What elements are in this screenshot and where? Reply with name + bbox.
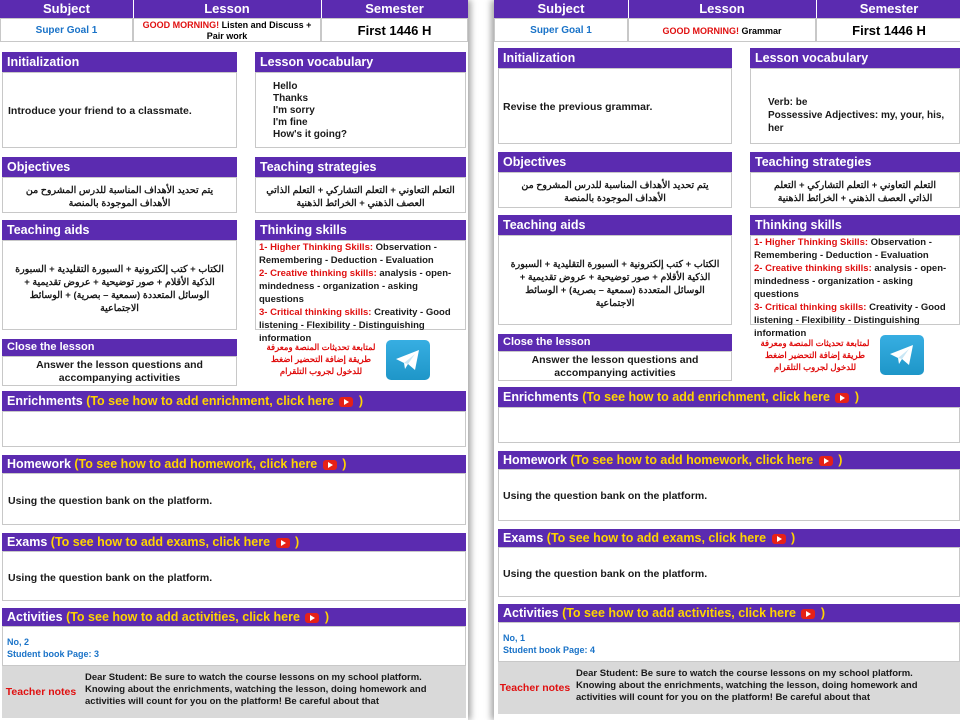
activity-book-page: Student book Page: 3 xyxy=(7,649,100,659)
youtube-icon[interactable] xyxy=(819,456,833,466)
vocabulary-title: Lesson vocabulary xyxy=(255,52,466,72)
vocabulary-item: Verb: be xyxy=(768,97,808,108)
thinking-skill-3-heading: 3- Critical thinking skills: xyxy=(259,307,372,318)
vocabulary-title: Lesson vocabulary xyxy=(750,48,960,68)
semester-value: First 1446 H xyxy=(321,18,468,42)
activities-title: Activities xyxy=(503,606,559,620)
homework-help-text: (To see how to add homework, click here xyxy=(70,457,321,471)
strategies-title: Teaching strategies xyxy=(255,157,466,177)
homework-title: Homework xyxy=(503,453,567,467)
thinking-title: Thinking skills xyxy=(750,215,960,235)
enrichments-box xyxy=(2,411,466,447)
enrichments-bar xyxy=(498,387,960,407)
objectives-text: يتم تحديد الأهداف المناسبة للدرس المشروح من الأهداف الموجودة بالمنصة xyxy=(498,172,732,208)
header-row xyxy=(494,0,960,18)
exams-help-link[interactable] xyxy=(47,535,299,549)
youtube-icon[interactable] xyxy=(339,397,353,407)
thinking-skill-3-heading: 3- Critical thinking skills: xyxy=(754,302,867,313)
exams-help-close: ) xyxy=(291,535,300,549)
vocabulary-item: Hello xyxy=(273,81,298,92)
close-lesson-title: Close the lesson xyxy=(2,339,237,356)
initialization-title: Initialization xyxy=(2,52,237,72)
subject-text: Super Goal 1 xyxy=(35,25,98,36)
enrichments-help-text: (To see how to add enrichment, click here xyxy=(578,390,834,404)
telegram-promo-text[interactable]: لمتابعة تحديثات المنصة ومعرفة طريقة إضافة التحضير اضغط للدخول لجروب التلقرام xyxy=(266,342,376,376)
homework-help-text: (To see how to add homework, click here xyxy=(566,453,817,467)
thinking-skill-1-text: Observation - Remembering - Deduction - Evaluation xyxy=(259,242,437,266)
lesson-greeting: GOOD MORNING! xyxy=(142,20,220,30)
teacher-notes-text: Dear Student: Be sure to watch the course lessons on my school platform. Knowing about the enrichments, watching the lesson, doing homework and activities will count for you on the platform! Be careful about that xyxy=(572,662,960,714)
activities-help-link[interactable] xyxy=(559,606,825,620)
strategies-title: Teaching strategies xyxy=(750,152,960,172)
thinking-skill-1-heading: 1- Higher Thinking Skills: xyxy=(259,242,374,253)
teacher-notes-label-text: Teacher notes xyxy=(5,686,77,698)
lesson-title: Grammar xyxy=(738,26,782,36)
initialization-text: Revise the previous grammar. xyxy=(498,68,732,144)
enrichments-help-link[interactable] xyxy=(83,394,363,408)
activities-box xyxy=(2,626,466,666)
vocabulary-list xyxy=(255,72,466,148)
strategies-text: التعلم التعاوني + التعلم التشاركي + التعلم الذاتي العصف الذهني + الخرائط الذهنية xyxy=(255,177,466,213)
thinking-text xyxy=(255,240,466,344)
teacher-notes-label-text: Teacher notes xyxy=(499,682,571,694)
aids-title: Teaching aids xyxy=(498,215,732,235)
subject-header: Subject xyxy=(0,0,134,18)
youtube-icon[interactable] xyxy=(801,609,815,619)
activity-number: No, 2 xyxy=(7,637,30,647)
exams-help-text: (To see how to add exams, click here xyxy=(47,535,274,549)
exams-help-link[interactable] xyxy=(543,531,795,545)
youtube-icon[interactable] xyxy=(323,460,337,470)
exams-text: Using the question bank on the platform. xyxy=(2,551,466,601)
vocabulary-item: Possessive Adjectives: my, your, his, her xyxy=(768,110,945,134)
vocabulary-item: I'm sorry xyxy=(273,105,315,116)
lesson-value xyxy=(628,18,816,42)
activities-help-text: (To see how to add activities, click here xyxy=(62,610,304,624)
homework-title: Homework xyxy=(7,457,71,471)
youtube-icon[interactable] xyxy=(305,613,319,623)
homework-help-close: ) xyxy=(834,453,843,467)
enrichments-bar xyxy=(2,391,466,411)
enrichments-help-close: ) xyxy=(851,390,860,404)
exams-bar xyxy=(2,533,466,551)
homework-help-link[interactable] xyxy=(71,457,346,471)
telegram-icon[interactable] xyxy=(880,335,924,375)
lesson-plan-panel-2 xyxy=(494,0,960,720)
thinking-title: Thinking skills xyxy=(255,220,466,240)
initialization-title: Initialization xyxy=(498,48,732,68)
homework-help-close: ) xyxy=(338,457,347,471)
exams-help-close: ) xyxy=(787,531,796,545)
homework-text: Using the question bank on the platform. xyxy=(498,469,960,521)
lesson-title: Listen and Discuss + Pair work xyxy=(206,20,312,41)
homework-text: Using the question bank on the platform. xyxy=(2,473,466,525)
subject-value xyxy=(494,18,628,42)
subject-value xyxy=(0,18,133,42)
youtube-icon[interactable] xyxy=(772,534,786,544)
activities-box xyxy=(498,622,960,662)
lesson-header: Lesson xyxy=(628,0,817,18)
vocabulary-item: I'm fine xyxy=(273,117,308,128)
activities-help-close: ) xyxy=(321,610,330,624)
initialization-text: Introduce your friend to a classmate. xyxy=(2,72,237,148)
exams-help-text: (To see how to add exams, click here xyxy=(543,531,770,545)
thinking-skill-2-text: analysis - open-mindedness - organization - asking questions xyxy=(754,263,947,300)
header-row xyxy=(0,0,468,18)
vocabulary-list xyxy=(750,68,960,144)
aids-text: الكتاب + كتب إلكترونية + السبورة التقليدية + السبورة الذكية الأقلام + صور توضيحية + عروض تقديمية + الوسائل المتعددة (سمعية – بصرية) + الوسائط الاجتماعية xyxy=(2,240,237,330)
close-lesson-title: Close the lesson xyxy=(498,334,732,351)
semester-header: Semester xyxy=(365,1,424,16)
thinking-skill-1-heading: 1- Higher Thinking Skills: xyxy=(754,237,869,248)
semester-value: First 1446 H xyxy=(816,18,960,42)
activities-bar xyxy=(498,604,960,622)
vocabulary-item: Thanks xyxy=(273,93,309,104)
strategies-text: التعلم التعاوني + التعلم التشاركي + التعلم الذاتي العصف الذهني + الخرائط الذهنية xyxy=(750,172,960,208)
thinking-skill-1-text: Observation - Remembering - Deduction - Evaluation xyxy=(754,237,932,261)
exams-bar xyxy=(498,529,960,547)
enrichments-box xyxy=(498,407,960,443)
teacher-notes-label xyxy=(498,662,572,714)
activities-bar xyxy=(2,608,466,626)
activities-help-close: ) xyxy=(817,606,826,620)
activities-help-link[interactable] xyxy=(63,610,329,624)
lesson-value xyxy=(133,18,321,42)
activity-book-page: Student book Page: 4 xyxy=(503,645,596,655)
teacher-notes-label xyxy=(2,666,80,718)
homework-help-link[interactable] xyxy=(567,453,842,467)
objectives-title: Objectives xyxy=(498,152,732,172)
homework-bar xyxy=(498,451,960,469)
thinking-skill-2-heading: 2- Creative thinking skills: xyxy=(754,263,872,274)
aids-text: الكتاب + كتب إلكترونية + السبورة التقليدية + السبورة الذكية الأقلام + صور توضيحية + عروض تقديمية + الوسائل المتعددة (سمعية – بصرية) + الوسائط الاجتماعية xyxy=(498,235,732,325)
lesson-header: Lesson xyxy=(133,0,322,18)
close-lesson-text: Answer the lesson questions and accompanying activities xyxy=(498,351,732,381)
enrichments-help-text: (To see how to add enrichment, click here xyxy=(82,394,338,408)
lesson-plan-panel-1 xyxy=(0,0,468,720)
objectives-text: يتم تحديد الأهداف المناسبة للدرس المشروح من الأهداف الموجودة بالمنصة xyxy=(2,177,237,213)
objectives-title: Objectives xyxy=(2,157,237,177)
thinking-skill-2-text: analysis - open-mindedness - organization - asking questions xyxy=(259,268,452,305)
enrichments-help-link[interactable] xyxy=(579,390,859,404)
exams-title: Exams xyxy=(7,535,48,549)
telegram-promo-text[interactable]: لمتابعة تحديثات المنصة ومعرفة طريقة إضافة التحضير اضغط للدخول لجروب التلقرام xyxy=(760,338,870,372)
teacher-notes-text: Dear Student: Be sure to watch the course lessons on my school platform. Knowing about the enrichments, watching the lesson, doing homework and activities will count for you on the platform! Be careful about that xyxy=(80,666,466,718)
thinking-text xyxy=(750,235,960,339)
thinking-skill-3-text: Creativity - Good listening - Flexibility - Distinguishing information xyxy=(754,302,946,339)
thinking-skill-2-heading: 2- Creative thinking skills: xyxy=(259,268,377,279)
activities-title: Activities xyxy=(7,610,63,624)
enrichments-title: Enrichments xyxy=(7,394,83,408)
enrichments-help-close: ) xyxy=(355,394,364,408)
semester-header: Semester xyxy=(859,1,919,16)
exams-title: Exams xyxy=(503,531,544,545)
thinking-skill-3-text: Creativity - Good listening - Flexibility - Distinguishing information xyxy=(259,307,451,344)
homework-bar xyxy=(2,455,466,473)
subject-text: Super Goal 1 xyxy=(530,25,592,36)
telegram-icon[interactable] xyxy=(386,340,430,380)
aids-title: Teaching aids xyxy=(2,220,237,240)
enrichments-title: Enrichments xyxy=(503,390,579,404)
vocabulary-item: How's it going? xyxy=(273,129,348,140)
close-lesson-text: Answer the lesson questions and accompanying activities xyxy=(2,356,237,386)
youtube-icon[interactable] xyxy=(276,538,290,548)
subject-header: Subject xyxy=(494,0,629,18)
exams-text: Using the question bank on the platform. xyxy=(498,547,960,597)
activities-help-text: (To see how to add activities, click here xyxy=(558,606,800,620)
activity-number: No, 1 xyxy=(503,633,526,643)
youtube-icon[interactable] xyxy=(835,393,849,403)
lesson-greeting: GOOD MORNING! xyxy=(662,26,739,36)
